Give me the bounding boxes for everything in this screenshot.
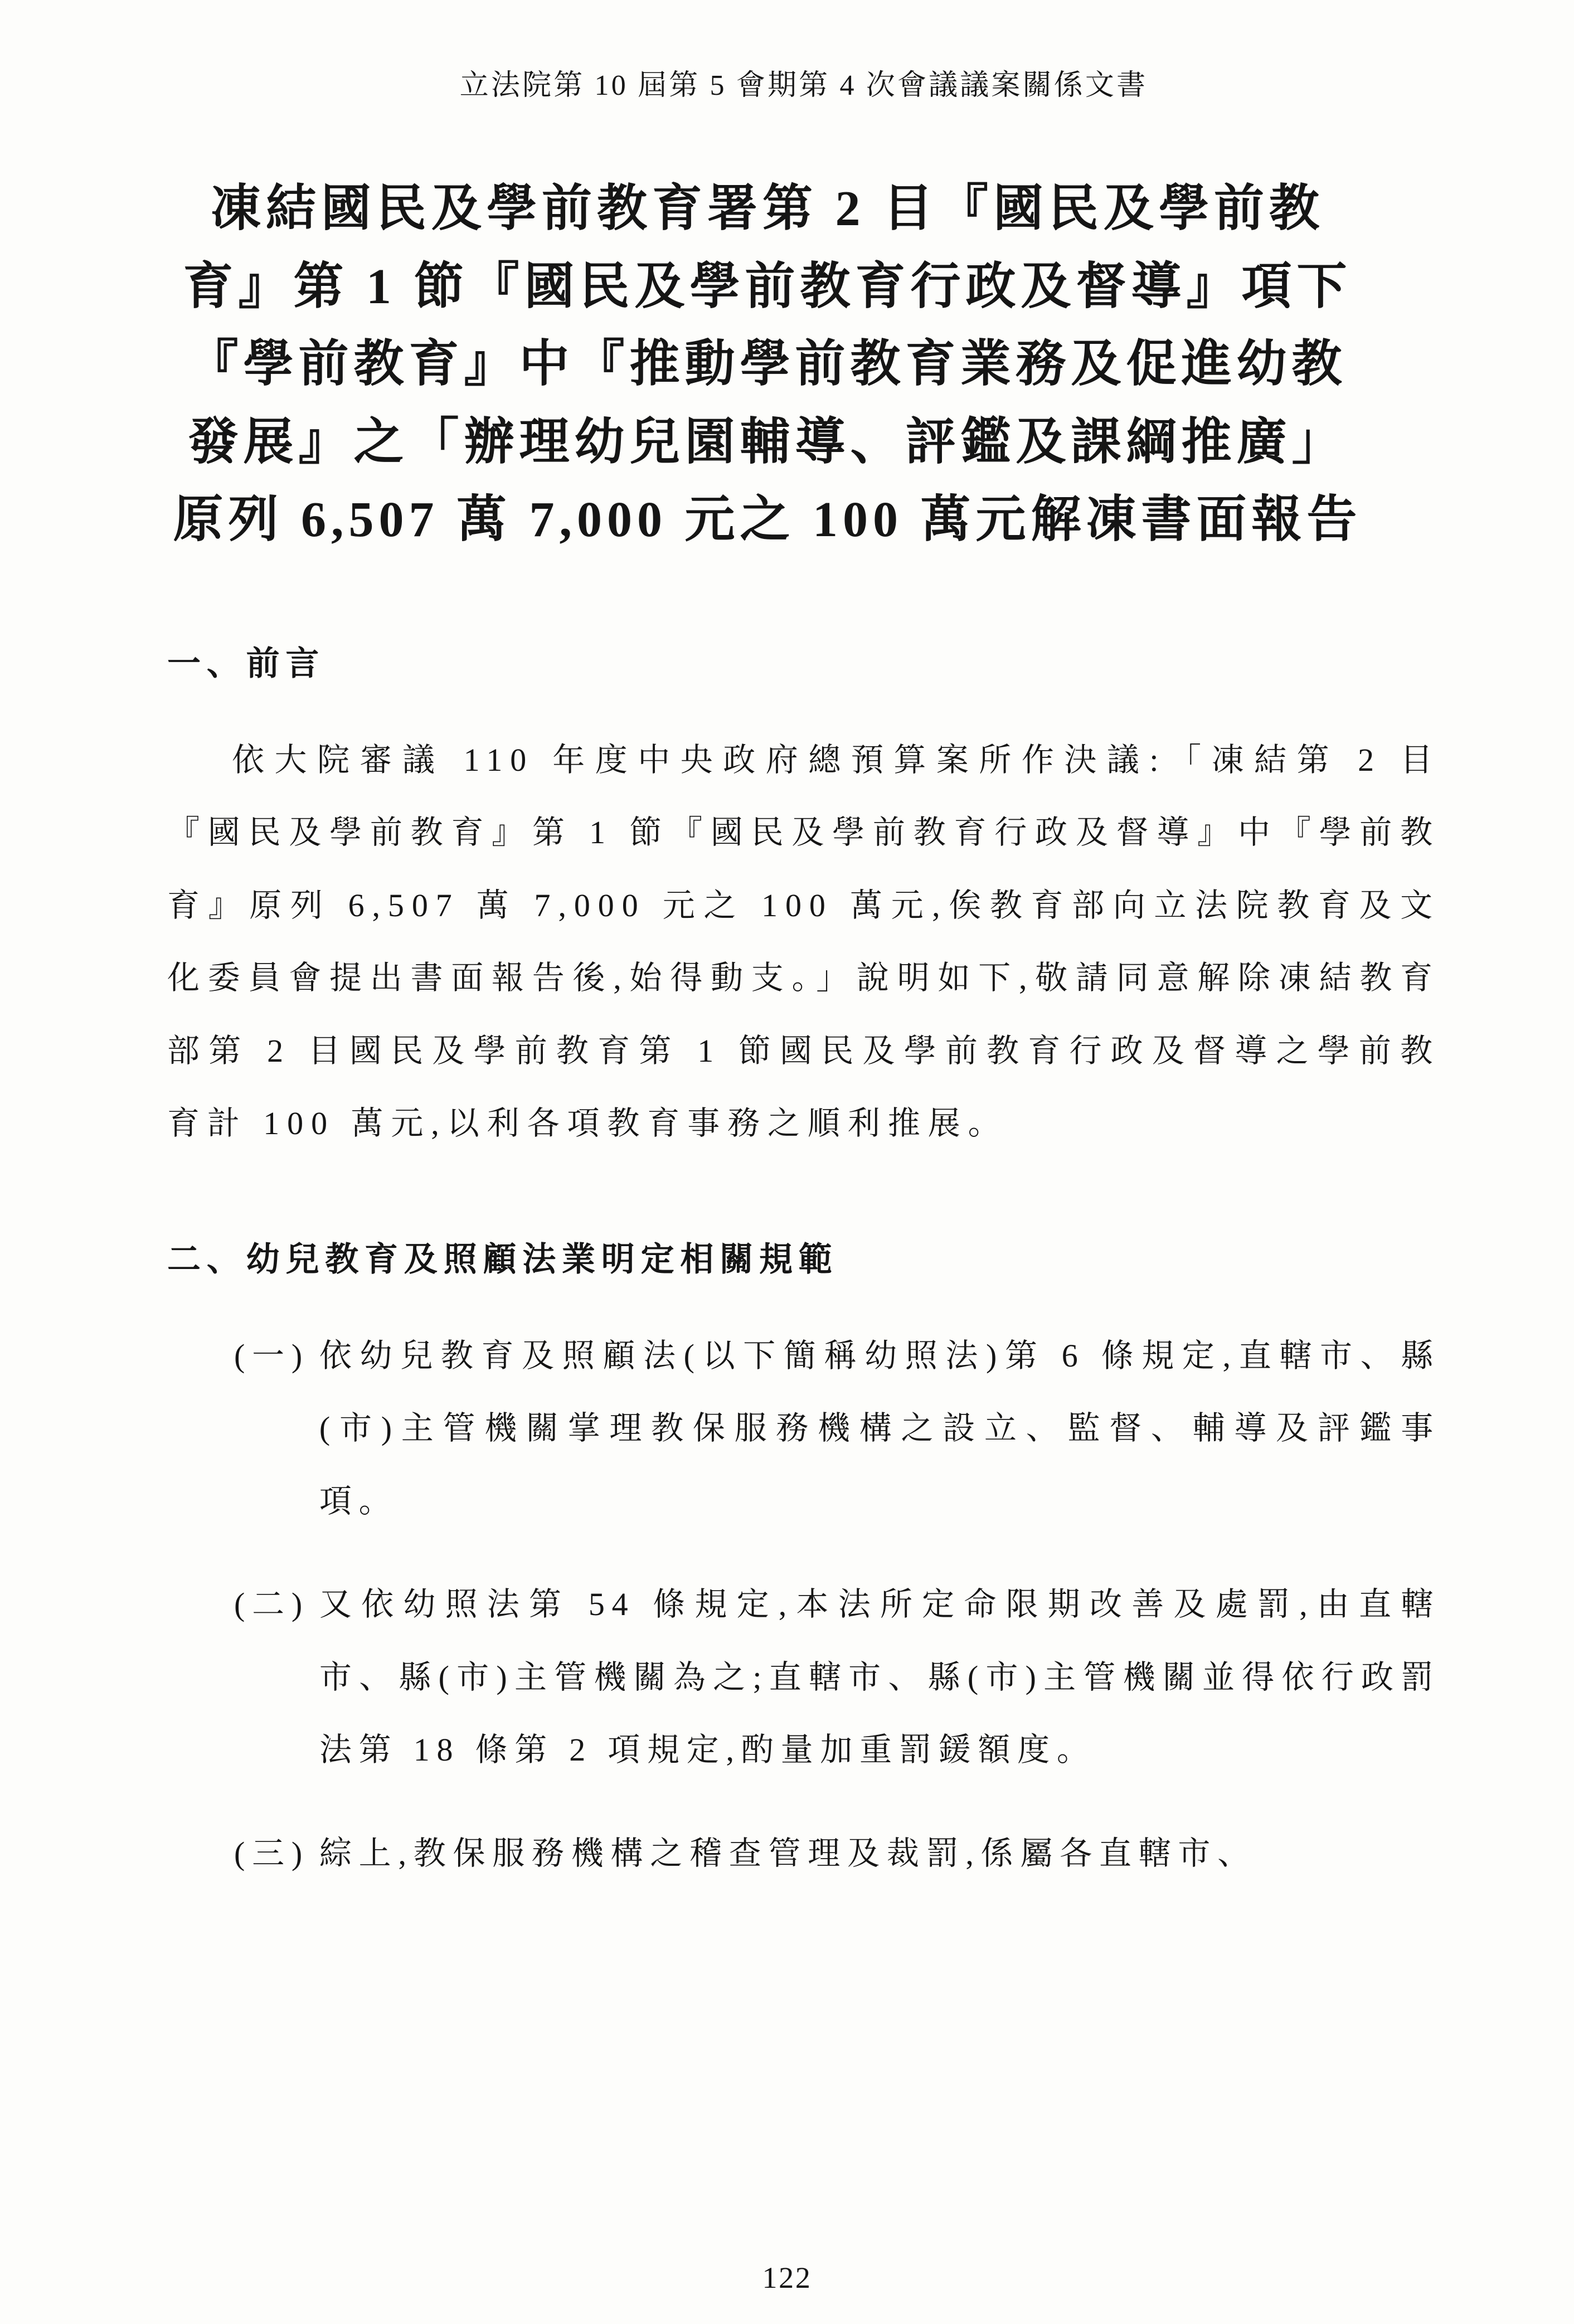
document-title-line: 原列 6,507 萬 7,000 元之 100 萬元解凍書面報告 xyxy=(173,492,1362,547)
section-heading: 一、前言 xyxy=(167,645,326,682)
list-item xyxy=(167,1817,1440,1890)
list-item xyxy=(167,1320,1440,1538)
list-item-label: (三) xyxy=(234,1835,309,1871)
list-item-label: (二) xyxy=(234,1586,309,1622)
list-item xyxy=(167,1568,1440,1787)
section-heading: 二、幼兒教育及照顧法業明定相關規範 xyxy=(167,1241,838,1278)
list-item-text: 又依幼照法第 54 條規定,本法所定命限期改善及處罰,由直轄市、縣(市)主管機關為之;直轄市、縣(市)主管機關並得依行政罰法第 18 條第 2 項規定,酌量加重罰鍰額度。 xyxy=(319,1586,1440,1768)
document-title xyxy=(67,170,1468,559)
document-title-line: 育』第 1 節『國民及學前教育行政及督導』項下 xyxy=(183,259,1352,314)
document-title-line: 發展』之「辦理幼兒園輔導、評鑑及課綱推廣」 xyxy=(188,414,1347,470)
list-item-text: 依幼兒教育及照顧法(以下簡稱幼照法)第 6 條規定,直轄市、縣(市)主管機關掌理教保服務機構之設立、監督、輔導及評鑑事項。 xyxy=(319,1337,1440,1519)
numbered-list xyxy=(167,1320,1440,1890)
paragraph: 依大院審議 110 年度中央政府總預算案所作決議:「凍結第 2 目『國民及學前教育』第 1 節『國民及學前教育行政及督導』中『學前教育』原列 6,507 萬 7,000 元之 100 萬元,俟教育部向立法院教育及文化委員會提出書面報告後,始得動支。」說明如下,敬請同意解除凍結教育部第 2 目國民及學前教育第 1 節國民及學前教育行政及督導之學前教育計 100 萬元,以利各項教育事務之順利推展。 xyxy=(167,741,1440,1141)
document-header: 立法院第 10 屆第 5 會期第 4 次會議議案關係文書 xyxy=(459,70,1148,101)
section-regulations xyxy=(167,1233,1440,1890)
document-title-line: 『學前教育』中『推動學前教育業務及促進幼教 xyxy=(188,337,1347,392)
document-title-line: 凍結國民及學前教育署第 2 目『國民及學前教 xyxy=(211,181,1324,236)
page-number: 122 xyxy=(762,2261,812,2294)
list-item-label: (一) xyxy=(234,1337,309,1374)
section-preface xyxy=(167,637,1440,1160)
list-item-text: 綜上,教保服務機構之稽查管理及裁罰,係屬各直轄市、 xyxy=(319,1835,1257,1871)
